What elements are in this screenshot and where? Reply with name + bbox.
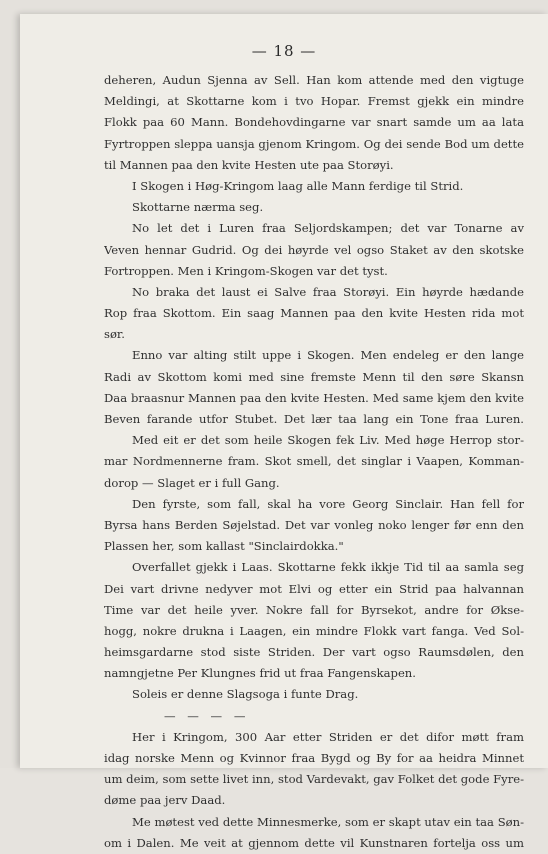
text-line: om i Dalen. Me veit at gjennom dette vil Kunstnaren fortelja oss um <box>104 835 524 850</box>
page-number: — 18 — <box>251 42 317 60</box>
section-divider: — — — — <box>164 708 250 723</box>
text-line: Flokk paa 60 Mann. Bondehovdingarne var snart samde um aa lata <box>104 115 524 130</box>
text-line: Enno var alting stilt uppe i Skogen. Men endeleg er den lange <box>132 348 524 363</box>
text-line: Fortroppen. Men i Kringom-Skogen var det tyst. <box>104 263 388 278</box>
text-line: No braka det laust ei Salve fraa Storøyi. Ein høyrde hædande <box>132 284 524 299</box>
text-line: Meldingi, at Skottarne kom i tvo Hopar. Fremst gjekk ein mindre <box>104 94 524 109</box>
text-line: Skottarne nærma seg. <box>132 200 264 215</box>
text-line: dorop — Slaget er i full Gang. <box>104 475 280 490</box>
text-line: deheren, Audun Sjenna av Sell. Han kom attende med den vigtuge <box>104 73 524 87</box>
book-page <box>20 14 548 850</box>
text-line: idag norske Menn og Kvinnor fraa Bygd og By for aa heidra Minnet <box>104 751 524 765</box>
text-line: Veven hennar Gudrid. Og dei høyrde vel ogso Staket av den skotske <box>104 242 524 257</box>
text-line: Daa braasnur Mannen paa den kvite Hesten. Med same kjem den kvite <box>104 390 524 405</box>
text-line: Me møtest ved dette Minnesmerke, som er skapt utav ein taa Søn- <box>132 814 524 829</box>
text-line: til Mannen paa den kvite Hesten ute paa Storøyi. <box>104 157 394 172</box>
text-line: Radi av Skottom komi med sine fremste Menn til den søre Skansn <box>104 369 524 384</box>
text-line: I Skogen i Høg-Kringom laag alle Mann ferdige til Strid. <box>132 178 464 193</box>
text-line: Her i Kringom, 300 Aar etter Striden er det difor møtt fram <box>132 729 524 744</box>
text-line: Den fyrste, som fall, skal ha vore Georg Sinclair. Han fell for <box>132 496 524 511</box>
text-line: um deim, som sette livet inn, stod Vardevakt, gav Folket det gode Fyre- <box>104 772 524 787</box>
text-line: Rop fraa Skottom. Ein saag Mannen paa den kvite Hesten rida mot <box>104 306 524 321</box>
body-text <box>104 70 524 854</box>
text-line: Med eit er det som heile Skogen fek Liv. Med høge Herrop stor- <box>132 433 524 448</box>
text-line: hogg, nokre drukna i Laagen, ein mindre Flokk vart fanga. Ved Sol- <box>104 623 524 638</box>
text-line: Fyrtroppen sleppa uansja gjenom Kringom. Og dei sende Bod um dette <box>104 136 524 151</box>
text-line: Plassen her, som kallast "Sinclairdokka." <box>104 539 344 554</box>
text-line: Time var det heile yver. Nokre fall for Byrsekot, andre for Økse- <box>104 602 524 617</box>
text-line: sør. <box>104 327 125 342</box>
text-line: mar Nordmennerne fram. Skot smell, det singlar i Vaapen, Komman- <box>104 454 524 469</box>
text-line: No let det i Luren fraa Seljordskampen; det var Tonarne av <box>132 221 524 236</box>
text-line: Overfallet gjekk i Laas. Skottarne fekk ikkje Tid til aa samla seg <box>132 560 524 575</box>
text-line: Dei vart drivne nedyver mot Elvi og etter ein Strid paa halvannan <box>104 581 524 596</box>
text-line: heimsgardarne stod siste Striden. Der vart ogso Raumsdølen, den <box>104 645 524 660</box>
text-line: Byrsa hans Berden Søjelstad. Det var vonleg noko lenger før enn den <box>104 517 524 532</box>
text-line: døme paa jerv Daad. <box>104 793 226 808</box>
text-line: namngjetne Per Klungnes frid ut fraa Fangenskapen. <box>104 666 416 681</box>
text-line: Soleis er denne Slagsoga i funte Drag. <box>132 687 359 702</box>
text-line: Beven farande utfor Stubet. Det lær taa lang ein Tone fraa Luren. <box>104 412 524 426</box>
